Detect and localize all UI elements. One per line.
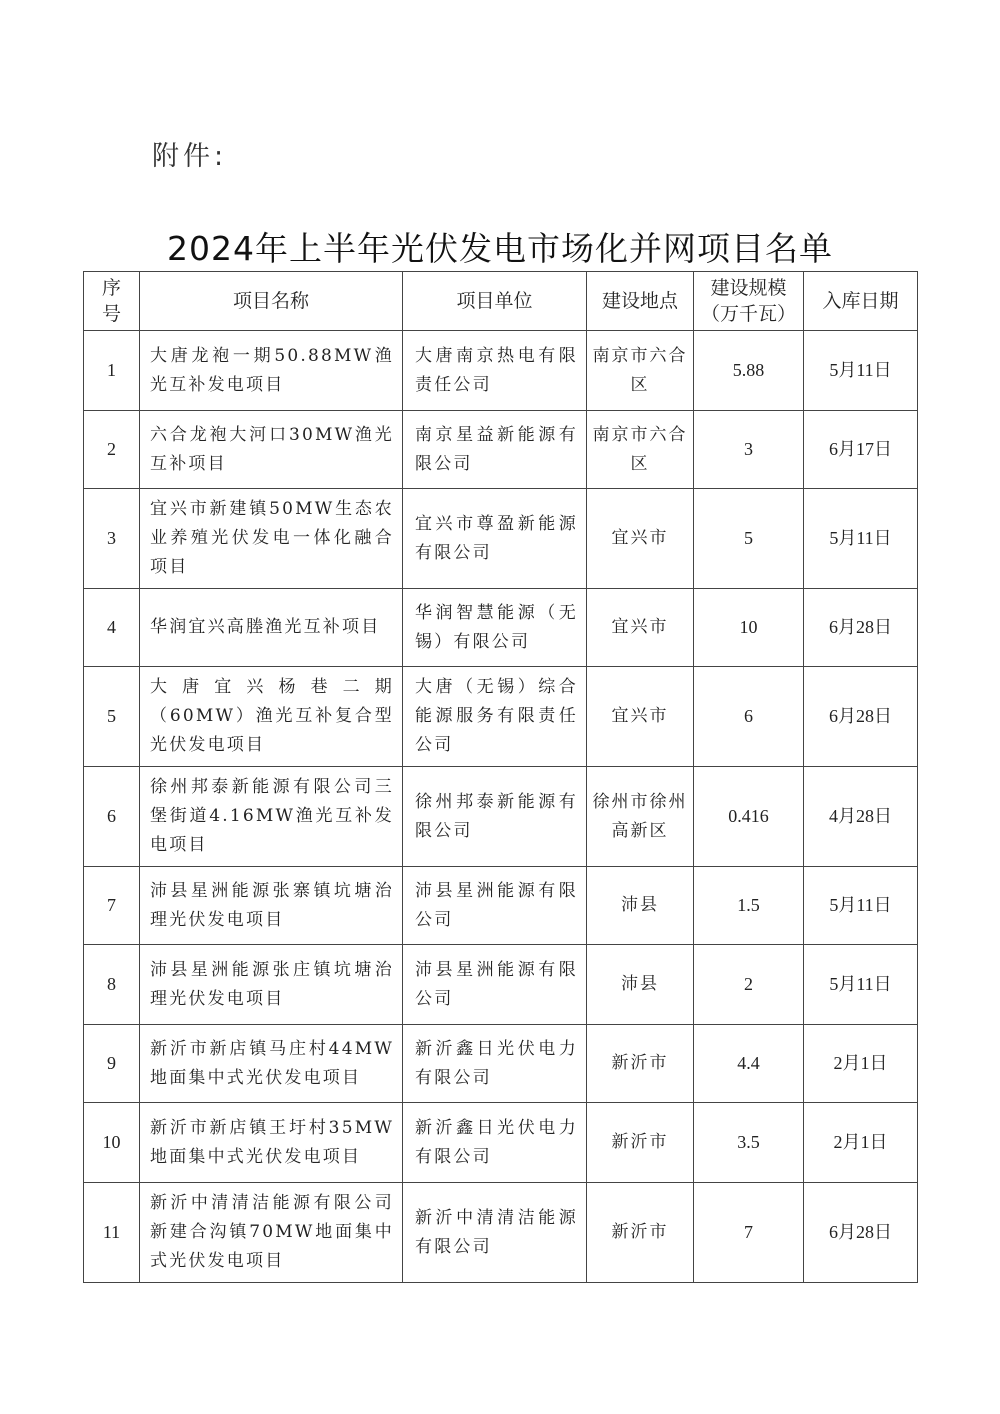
row-index: 7 xyxy=(84,867,140,945)
row-index: 8 xyxy=(84,945,140,1025)
table-row xyxy=(84,1025,918,1103)
scale-cell: 4.4 xyxy=(694,1025,804,1103)
date-cell: 6月28日 xyxy=(804,1183,918,1283)
header-scale: 建设规模（万千瓦） xyxy=(694,272,804,331)
document-title: 2024年上半年光伏发电市场化并网项目名单 xyxy=(167,229,833,268)
row-index: 10 xyxy=(84,1103,140,1183)
location-cell: 徐州市徐州高新区 xyxy=(587,767,694,867)
date-cell: 2月1日 xyxy=(804,1103,918,1183)
table-header-row xyxy=(84,272,918,331)
table-row xyxy=(84,411,918,489)
project-table xyxy=(83,271,918,1283)
project-name-cell: 宜兴市新建镇50MW生态农业养殖光伏发电一体化融合项目 xyxy=(140,489,403,589)
scale-cell: 3.5 xyxy=(694,1103,804,1183)
row-index: 1 xyxy=(84,331,140,411)
date-cell: 5月11日 xyxy=(804,867,918,945)
project-unit-cell: 宜兴市尊盈新能源有限公司 xyxy=(403,489,587,589)
date-cell: 6月28日 xyxy=(804,667,918,767)
attachment-label: 附件: xyxy=(152,141,228,172)
row-index: 6 xyxy=(84,767,140,867)
table-row xyxy=(84,945,918,1025)
table-row xyxy=(84,867,918,945)
row-index: 11 xyxy=(84,1183,140,1283)
scale-cell: 10 xyxy=(694,589,804,667)
location-cell: 新沂市 xyxy=(587,1183,694,1283)
scale-cell: 7 xyxy=(694,1183,804,1283)
project-unit-cell: 华润智慧能源（无锡）有限公司 xyxy=(403,589,587,667)
date-cell: 5月11日 xyxy=(804,331,918,411)
project-name-cell: 徐州邦泰新能源有限公司三堡街道4.16MW渔光互补发电项目 xyxy=(140,767,403,867)
project-unit-cell: 南京星益新能源有限公司 xyxy=(403,411,587,489)
location-cell: 宜兴市 xyxy=(587,489,694,589)
location-cell: 南京市六合区 xyxy=(587,331,694,411)
project-name-cell: 华润宜兴高塍渔光互补项目 xyxy=(140,589,403,667)
location-cell: 沛县 xyxy=(587,867,694,945)
scale-cell: 6 xyxy=(694,667,804,767)
table-row xyxy=(84,489,918,589)
header-date: 入库日期 xyxy=(804,272,918,331)
date-cell: 4月28日 xyxy=(804,767,918,867)
project-unit-cell: 徐州邦泰新能源有限公司 xyxy=(403,767,587,867)
project-unit-cell: 新沂鑫日光伏电力有限公司 xyxy=(403,1025,587,1103)
row-index: 3 xyxy=(84,489,140,589)
project-unit-cell: 新沂鑫日光伏电力有限公司 xyxy=(403,1103,587,1183)
location-cell: 南京市六合区 xyxy=(587,411,694,489)
location-cell: 新沂市 xyxy=(587,1025,694,1103)
project-name-cell: 六合龙袍大河口30MW渔光互补项目 xyxy=(140,411,403,489)
row-index: 4 xyxy=(84,589,140,667)
table-row xyxy=(84,767,918,867)
project-name-cell: 新沂市新店镇马庄村44MW地面集中式光伏发电项目 xyxy=(140,1025,403,1103)
project-name-cell: 新沂市新店镇王圩村35MW地面集中式光伏发电项目 xyxy=(140,1103,403,1183)
scale-cell: 1.5 xyxy=(694,867,804,945)
scale-cell: 2 xyxy=(694,945,804,1025)
scale-cell: 3 xyxy=(694,411,804,489)
project-name-cell: 沛县星洲能源张庄镇坑塘治理光伏发电项目 xyxy=(140,945,403,1025)
row-index: 9 xyxy=(84,1025,140,1103)
project-name-cell: 新沂中清清洁能源有限公司新建合沟镇70MW地面集中式光伏发电项目 xyxy=(140,1183,403,1283)
project-unit-cell: 沛县星洲能源有限公司 xyxy=(403,945,587,1025)
project-name-cell: 大唐宜兴杨巷二期（60MW）渔光互补复合型光伏发电项目 xyxy=(140,667,403,767)
project-unit-cell: 沛县星洲能源有限公司 xyxy=(403,867,587,945)
table-row xyxy=(84,667,918,767)
header-location: 建设地点 xyxy=(587,272,694,331)
location-cell: 沛县 xyxy=(587,945,694,1025)
date-cell: 5月11日 xyxy=(804,489,918,589)
date-cell: 6月28日 xyxy=(804,589,918,667)
row-index: 2 xyxy=(84,411,140,489)
header-project-name: 项目名称 xyxy=(140,272,403,331)
date-cell: 5月11日 xyxy=(804,945,918,1025)
header-index: 序号 xyxy=(84,272,140,331)
project-unit-cell: 大唐（无锡）综合能源服务有限责任公司 xyxy=(403,667,587,767)
date-cell: 2月1日 xyxy=(804,1025,918,1103)
table-row xyxy=(84,589,918,667)
location-cell: 宜兴市 xyxy=(587,667,694,767)
project-unit-cell: 新沂中清清洁能源有限公司 xyxy=(403,1183,587,1283)
scale-cell: 5 xyxy=(694,489,804,589)
table-row xyxy=(84,1103,918,1183)
location-cell: 新沂市 xyxy=(587,1103,694,1183)
scale-cell: 0.416 xyxy=(694,767,804,867)
project-name-cell: 大唐龙袍一期50.88MW渔光互补发电项目 xyxy=(140,331,403,411)
project-unit-cell: 大唐南京热电有限责任公司 xyxy=(403,331,587,411)
row-index: 5 xyxy=(84,667,140,767)
date-cell: 6月17日 xyxy=(804,411,918,489)
table-row xyxy=(84,1183,918,1283)
header-project-unit: 项目单位 xyxy=(403,272,587,331)
table-row xyxy=(84,331,918,411)
location-cell: 宜兴市 xyxy=(587,589,694,667)
project-name-cell: 沛县星洲能源张寨镇坑塘治理光伏发电项目 xyxy=(140,867,403,945)
scale-cell: 5.88 xyxy=(694,331,804,411)
